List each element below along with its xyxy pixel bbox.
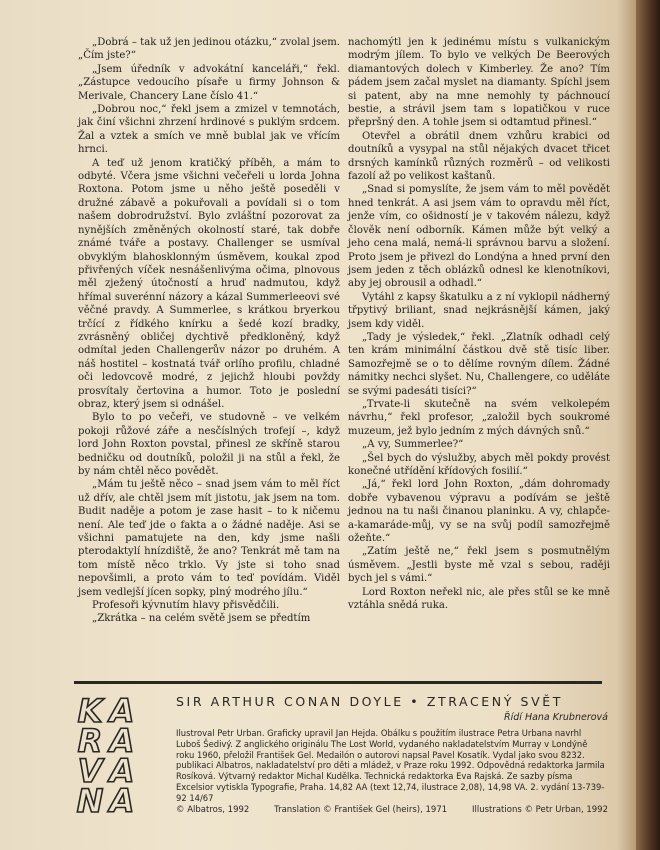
paragraph: „Mám tu ještě něco – snad jsem vám to měl říct už dřív, ale chtěl jsem mít jistotu, jak jsem na tom. Budit naděje a potom je zase hasit – to k ničemu není. Ale teď jde o fakta a o žádné naděje. Asi se všichni pamatujete na den, kdy jsme našli pterodaktylí hnízdiště, že ano? Tenkrát mě tam na tom místě něco trklo. Vy jste si toho snad nepovšimli, a proto vám to teď povídám. Viděl jsem vedlejší jícen sopky, plný modrého jílu.“ — [78, 479, 340, 598]
paragraph: „Zatím ještě ne,“ řekl jsem s posmutnělým úsměvem. „Jestli byste mě vzal s sebou, raději bych jel s vámi.“ — [348, 546, 610, 585]
paragraph: „Já,“ řekl lord John Roxton, „dám dohromady dobře vybavenou výpravu a podívám se ještě jednou na tu naši činanou planinku. A vy, chlapče-a-kamaráde-můj, vy se na svůj podíl samozřejmě ožeňte.“ — [348, 479, 610, 545]
paragraph: nachomýtl jen k jedinému místu s vulkanickým modrým jílem. To bylo ve velkých De Beerových diamantových dolech v Kimberley. Že ano? Tím pádem jsem začal myslet na diamanty. Spíchl jsem si patent, aby na mne nemohly ty páchnoucí bestie, a strávil jsem tam s lopatičkou v ruce přepršný den. A tohle jsem si odtamtud přinesl.“ — [348, 37, 610, 129]
paragraph: „A vy, Summerlee?“ — [362, 439, 464, 451]
logo-letter: A — [109, 722, 135, 760]
paragraph: Otevřel a obrátil dnem vzhůru krabici od doutníků a vysypal na stůl nějakých dvacet třicet drsných kamínků různých rozměrů – od velikosti fazolí až po velikost kaštanů. — [348, 130, 610, 183]
colophon-text — [176, 728, 608, 804]
paragraph: „Trvate-li skutečně na svém velkolepém návrhu,“ řekl profesor, „založil bych soukromé muzeum, jež bylo jedním z mých dávných snů.“ — [348, 398, 610, 437]
copyright-line — [176, 805, 608, 815]
logo-letter — [138, 726, 170, 756]
logo-letter: V — [77, 752, 103, 790]
logo-letter: A — [109, 692, 135, 730]
paragraph: „Dobrou noc,“ řekl jsem a zmizel v temnotách, jak činí všichni zhrzení hrdinové s puklým srdcem. Žal a vztek a smích ve mně bublal jak ve vřícím hrnci. — [78, 104, 340, 156]
colophon-divider — [74, 681, 602, 684]
book-binding-edge — [636, 0, 660, 850]
logo-letter: K — [77, 692, 103, 730]
paragraph: Bylo to po večeři, ve studovně – ve velkém pokoji růžové záře a nesčíslných trofejí –, když lord John Roxton povstal, přinesl ze skříně starou bedničku od doutníků, položil ji na stůl a řekl, že by nám chtěl něco povědět. — [78, 412, 340, 477]
paragraph: Profesoři kývnutím hlavy přisvědčili. — [92, 600, 280, 612]
book-title: SIR ARTHUR CONAN DOYLE • ZTRACENÝ SVĚT — [176, 694, 563, 709]
logo-letter: R — [77, 722, 103, 760]
paragraph: Lord Roxton neřekl nic, ale přes stůl se ke mně vztáhla snědá ruka. — [348, 586, 610, 612]
series-editor: Řídí Hana Krubnerová — [504, 712, 608, 723]
paragraph: „Dobrá – tak už jen jedinou otázku,“ zvolal jsem. „Čím jste?“ — [78, 37, 340, 62]
logo-letter: N — [76, 782, 104, 820]
logo-letter — [138, 756, 170, 786]
paragraph: „Zkrátka – na celém světě jsem se předtím — [92, 613, 311, 625]
colophon-paragraph: Ilustroval Petr Urban. Graficky upravil Jan Hejda. Obálku s použitím ilustrace Petra Urbana navrhl Luboš Šedivý. Z anglického originálu The Lost World, vydaného nakladatelstvím Murray v Londýně roku 1960, přeložil František Gel. Medailón o autorovi napsal Pavel Kosatík. Vydal jako svou 8232. publikaci Albatros, nakladatelství pro děti a mládež, v Praze roku 1992. Odpovědná redaktorka Jarmila Rosíková. Výtvarný redaktor Michal Kudělka. Technická redaktorka Eva Rajská. Ze sazby písma Excelsior vytiskla Typografie, Praha. 14,82 AA (text 12,74, ilustrace 2,08), 14,98 VA. 2. vydání 13-739-92 14/67 — [176, 728, 605, 803]
text-column-left — [78, 36, 340, 626]
logo-letter — [138, 696, 170, 726]
copyright-illustrations: Illustrations © Petr Urban, 1992 — [471, 805, 608, 815]
logo-letter — [138, 786, 170, 816]
paragraph: A teď už jenom kratičký příběh, a mám to odbyté. Včera jsme všichni večeřeli u lorda Johna Roxtona. Potom jsme u něho ještě poseděli v družné zábavě a pokuřovali a povídali si o tom našem dobrodružství. Bylo zvláštní pozorovat za nynějších změněných okolností staré, tak dobře známé tváře a postavy. Challenger se usmíval obvyklým blahosklonným úsměvem, koukal zpod přivřených víček nesnášenlivýma očima, plnovous měl zježený útočností a hruď nadmutou, když hřímal suverénní názory a kázal Summerleeovi své věčné pravdy. A Summerlee, s krátkou bryerkou trčící z řídkého knírku a šedé kozí bradky, zvrásněný obličej dychtivě předkloněný, když odmítal jeden Challengerův názor po druhém. A náš hostitel – kostnatá tvář orlího profilu, chladné oči ledovcově modré, z jejichž hloubi povždy prosvítaly čertovina a humor. Toto je poslední obraz, který jsem si odnášel. — [78, 157, 340, 410]
text-column-right — [348, 36, 610, 612]
paragraph: Vytáhl z kapsy škatulku a z ní vyklopil nádherný třpytivý briliant, snad nejkrásnější kámen, jaký jsem kdy viděl. — [348, 291, 610, 330]
logo-letter: A — [109, 752, 135, 790]
logo-letter: A — [109, 782, 135, 820]
karavana-series-logo — [74, 692, 170, 820]
paragraph: „Tady je výsledek,“ řekl. „Zlatník odhadl celý ten krám minimální částkou dvě stě tisíc liber. Samozřejmě se o to dělíme rovným dílem. Žádné námitky nechci slyšet. Nu, Challengere, co uděláte se svými padesáti tisíci?“ — [348, 331, 610, 397]
paragraph: „Snad si pomyslíte, že jsem vám to měl povědět hned tenkrát. A asi jsem vám to opravdu měl říct, jenže vím, co ošidností je v takovém nálezu, když člověk není odborník. Kámen může být velký a jeho cena malá, nemá-li správnou barvu a složení. Proto jsem je přivezl do Londýna a hned první den jsem jeden z těch oblázků odnesl ke klenotníkovi, aby jej obrousil a odhadl.“ — [348, 184, 610, 290]
copyright-publisher: © Albatros, 1992 — [176, 805, 250, 815]
paragraph: „Šel bych do výslužby, abych měl pokdy provést konečné utřídění křídových fosilií.“ — [348, 452, 610, 477]
copyright-translation: Translation © František Gel (heirs), 1971 — [274, 805, 448, 815]
paragraph: „Jsem úředník v advokátní kanceláři,“ řekl. „Zástupce vedoucího písaře u firmy Johnson & Merivale, Chancery Lane číslo 41.“ — [78, 63, 340, 102]
